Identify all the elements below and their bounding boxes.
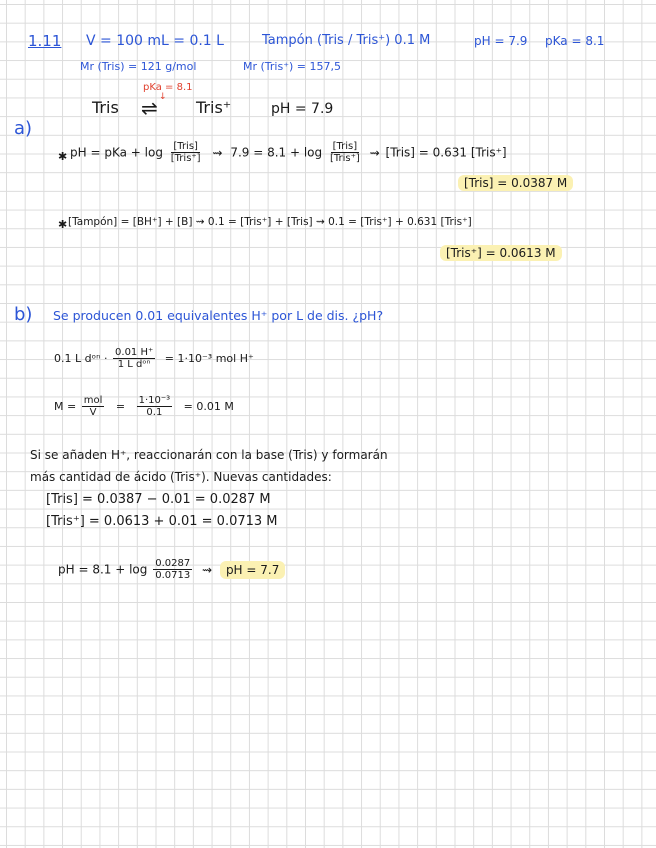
new-trish-concentration: [Tris⁺] = 0.0613 + 0.01 = 0.0713 M <box>46 514 278 529</box>
calc1-denominator: 1 L dᵒⁿ <box>117 359 151 370</box>
part-a-label: a) <box>14 118 33 139</box>
ratio-result: [Tris] = 0.631 [Tris⁺] <box>385 145 507 160</box>
new-tris-concentration: [Tris] = 0.0387 − 0.01 = 0.0287 M <box>46 492 271 507</box>
problem-number: 1.11 <box>28 32 62 50</box>
explanation-line-2: más cantidad de ácido (Tris⁺). Nuevas cantidades: <box>30 470 332 484</box>
final-prefix: pH = 8.1 + log <box>58 562 148 577</box>
mr-tris: Mr (Tris) = 121 g/mol <box>80 60 197 73</box>
final-fraction <box>153 558 192 581</box>
hh-equation <box>70 141 507 164</box>
final-numerator: 0.0287 <box>155 558 191 569</box>
hh-numerator-2: [Tris] <box>332 141 358 152</box>
calc2-fraction <box>82 395 105 418</box>
ph-statement: pH = 7.9 <box>474 34 528 48</box>
volume-statement: V = 100 mL = 0.1 L <box>86 33 224 49</box>
final-ph-equation <box>58 558 285 581</box>
down-arrow-icon: ↓ <box>159 92 167 102</box>
calc1-prefix: 0.1 L dᵒⁿ · <box>54 352 108 365</box>
hh-prefix: pH = pKa + log <box>70 145 163 160</box>
wavy-arrow-icon: ⇝ <box>212 145 223 160</box>
calc2-prefix: M = <box>54 400 77 413</box>
calc2-fraction-2 <box>137 395 173 418</box>
part-b-question: Se producen 0.01 equivalentes H⁺ por L de dis. ¿pH? <box>53 308 384 323</box>
tris-answer: [Tris] = 0.0387 M <box>458 175 573 191</box>
calc1-numerator: 0.01 H⁺ <box>115 347 154 358</box>
hh-substituted: 7.9 = 8.1 + log <box>230 145 323 160</box>
bullet-icon: ✱ <box>58 218 68 231</box>
molarity-calculation <box>54 395 234 418</box>
hh-fraction <box>169 141 203 164</box>
hh-denominator: [Tris⁺] <box>170 153 201 164</box>
buffer-balance-equation: [Tampón] = [BH⁺] + [B] ⇝ 0.1 = [Tris⁺] + [Tris] ⇝ 0.1 = [Tris⁺] + 0.631 [Tris⁺] <box>68 216 472 228</box>
buffer-statement: Tampón (Tris / Tris⁺) 0.1 M <box>262 33 431 48</box>
mr-trish: Mr (Tris⁺) = 157,5 <box>243 60 342 73</box>
calc2-denominator: V <box>89 407 97 418</box>
equilibrium-ph: pH = 7.9 <box>271 101 334 117</box>
calc1-result: = 1·10⁻³ mol H⁺ <box>164 352 254 365</box>
part-b-label: b) <box>14 304 33 325</box>
calc2-numerator: mol <box>83 395 103 406</box>
mol-calculation <box>54 347 254 370</box>
hh-fraction-2 <box>328 141 362 164</box>
hh-denominator-2: [Tris⁺] <box>329 153 360 164</box>
final-denominator: 0.0713 <box>155 570 191 581</box>
equilibrium-arrow-icon: ⇌ <box>141 96 158 120</box>
calc2-equals: = <box>115 400 126 413</box>
pka-statement: pKa = 8.1 <box>545 34 605 48</box>
calc2-numerator-2: 1·10⁻³ <box>138 395 171 406</box>
wavy-arrow-icon: ⇝ <box>369 145 380 160</box>
final-ph-answer: pH = 7.7 <box>220 561 285 579</box>
hh-numerator: [Tris] <box>173 141 198 152</box>
calc2-denominator-2: 0.1 <box>146 407 163 418</box>
explanation-line-1: Si se añaden H⁺, reaccionarán con la base (Tris) y formarán <box>30 448 388 462</box>
equilibrium-pka-label: pKa = 8.1 <box>143 82 193 93</box>
wavy-arrow-icon: ⇝ <box>202 562 213 577</box>
equilibrium-left: Tris <box>92 98 119 117</box>
calc1-fraction <box>113 347 155 370</box>
bullet-icon: ✱ <box>58 150 68 163</box>
calc2-result: = 0.01 M <box>183 400 234 413</box>
equilibrium-right: Tris⁺ <box>196 98 232 117</box>
trish-answer: [Tris⁺] = 0.0613 M <box>440 245 562 261</box>
